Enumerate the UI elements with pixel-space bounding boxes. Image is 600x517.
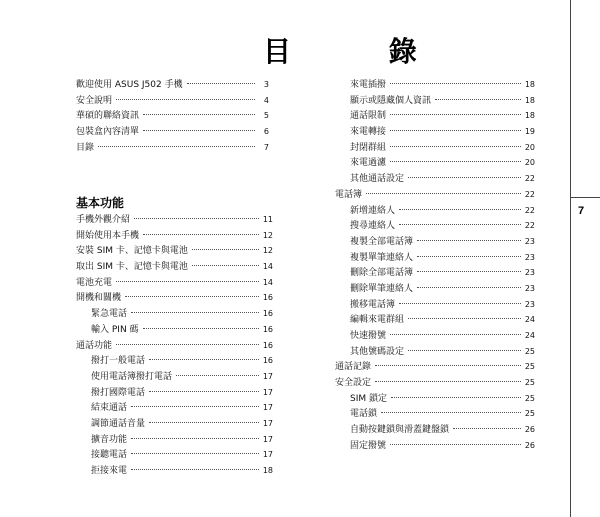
toc-entry-page-number: 16 <box>262 356 273 366</box>
dot-leader <box>131 312 259 313</box>
toc-entry-label: 快速撥號 <box>350 331 387 341</box>
toc-entry-page-number: 22 <box>524 189 535 199</box>
dot-leader <box>192 249 259 250</box>
toc-entry[interactable] <box>76 400 273 416</box>
toc-entry-page-number: 4 <box>263 95 269 105</box>
toc-entry-label: 自動按鍵鎖與滑蓋鍵盤鎖 <box>350 425 450 436</box>
toc-entry-page-number: 18 <box>262 466 273 475</box>
dot-leader <box>131 406 259 407</box>
toc-entry[interactable] <box>335 422 535 438</box>
side-tab-line <box>570 197 600 198</box>
dot-leader <box>366 193 521 194</box>
toc-entry[interactable] <box>76 228 273 244</box>
toc-entry-page-number: 16 <box>262 324 273 334</box>
dot-leader <box>435 99 521 100</box>
toc-entry[interactable] <box>335 344 535 360</box>
toc-entry[interactable] <box>76 385 273 401</box>
toc-entry-page-number: 26 <box>524 425 535 435</box>
toc-entry-page-number: 23 <box>524 268 535 278</box>
dot-leader <box>116 344 259 345</box>
toc-entry[interactable] <box>76 140 269 156</box>
toc-entry-page-number: 26 <box>524 440 535 450</box>
toc-entry[interactable] <box>335 375 535 391</box>
side-divider-line <box>570 0 571 517</box>
toc-entry-page-number: 17 <box>262 450 273 460</box>
toc-entry[interactable] <box>335 281 535 297</box>
toc-basic-functions <box>76 188 273 479</box>
dot-leader <box>375 365 521 366</box>
toc-entry-label: SIM 鎖定 <box>350 393 387 404</box>
toc-entry-page-number: 20 <box>524 158 535 168</box>
toc-entry-page-number: 6 <box>263 127 269 137</box>
toc-entry-label: 編輯來電群組 <box>350 315 405 326</box>
toc-entry[interactable] <box>335 391 535 407</box>
toc-entry-page-number: 22 <box>524 205 535 215</box>
toc-entry-page-number: 17 <box>262 418 273 428</box>
toc-entry-page-number: 17 <box>262 387 273 397</box>
toc-entry-page-number: 7 <box>263 142 269 152</box>
toc-entry[interactable] <box>76 243 273 259</box>
toc-entry-label: 取出 SIM 卡、記憶卡與電池 <box>76 262 188 273</box>
dot-leader <box>390 114 521 115</box>
toc-entry-label: 電池充電 <box>76 277 113 288</box>
dot-leader <box>131 438 259 439</box>
dot-leader <box>390 161 521 162</box>
toc-entry[interactable] <box>76 322 273 338</box>
dot-leader <box>390 444 521 445</box>
toc-entry-label: 緊急電話 <box>91 309 128 320</box>
toc-entry-page-number: 22 <box>524 174 535 184</box>
toc-entry[interactable] <box>335 187 535 203</box>
toc-entry-page-number: 5 <box>263 111 269 121</box>
dot-leader <box>134 218 259 219</box>
toc-entry[interactable] <box>335 203 535 219</box>
section-heading-basic-functions: 基本功能 <box>76 196 125 210</box>
toc-entry-label: 擴音功能 <box>91 434 128 445</box>
toc-entry-label: 結束通話 <box>91 403 128 414</box>
toc-entry-page-number: 16 <box>262 340 273 350</box>
toc-entry-label: 輸入 PIN 碼 <box>91 324 139 335</box>
toc-entry[interactable] <box>76 93 269 109</box>
dot-leader <box>149 422 259 423</box>
toc-entry-page-number: 12 <box>262 230 273 240</box>
toc-entry[interactable] <box>76 275 273 291</box>
toc-entry-page-number: 25 <box>524 362 535 372</box>
toc-entry-page-number: 18 <box>524 111 535 121</box>
toc-entry[interactable] <box>335 93 535 109</box>
dot-leader <box>390 334 521 335</box>
toc-entry-label: 華碩的聯絡資訊 <box>76 111 140 122</box>
dot-leader <box>187 83 255 84</box>
toc-entry[interactable] <box>335 359 535 375</box>
dot-leader <box>417 240 521 241</box>
toc-entry-page-number: 25 <box>524 409 535 419</box>
dot-leader <box>131 453 259 454</box>
toc-entry-label: 通話記錄 <box>335 362 372 373</box>
toc-entry-label: 其他通話設定 <box>350 174 405 185</box>
toc-entry-page-number: 22 <box>524 221 535 231</box>
toc-entry[interactable] <box>335 171 535 187</box>
toc-entry[interactable] <box>76 432 273 448</box>
toc-entry[interactable] <box>76 416 273 432</box>
toc-entry-label: 撥打國際電話 <box>91 387 146 398</box>
toc-entry[interactable] <box>335 77 535 93</box>
toc-entry[interactable] <box>335 108 535 124</box>
toc-entry-page-number: 14 <box>262 277 273 287</box>
dot-leader <box>399 209 521 210</box>
dot-leader <box>390 83 521 84</box>
toc-entry-label: 使用電話簿撥打電話 <box>91 371 173 382</box>
toc-basic-functions-list <box>76 212 273 479</box>
toc-entry[interactable] <box>76 77 269 93</box>
toc-entry-page-number: 23 <box>524 299 535 309</box>
toc-entry-page-number: 20 <box>524 142 535 152</box>
toc-entry-label: 通話限制 <box>350 111 387 122</box>
toc-entry-page-number: 17 <box>262 371 273 381</box>
toc-entry-label: 拒接來電 <box>91 466 128 476</box>
toc-entry-label: 來電轉接 <box>350 127 387 138</box>
dot-leader <box>381 412 521 413</box>
dot-leader <box>149 391 259 392</box>
toc-entry-page-number: 25 <box>524 346 535 356</box>
dot-leader <box>408 318 521 319</box>
page-number-tab: 7 <box>578 205 585 217</box>
toc-entry-label: 接聽電話 <box>91 450 128 461</box>
toc-entry-label: 來電過濾 <box>350 158 387 169</box>
toc-entry-label: 開機和關機 <box>76 293 122 304</box>
toc-entry-page-number: 12 <box>262 246 273 256</box>
toc-entry-page-number: 23 <box>524 236 535 246</box>
toc-entry-label: 新增連絡人 <box>350 205 396 216</box>
toc-entry-page-number: 19 <box>524 127 535 137</box>
toc-entry-label: 複製單筆連絡人 <box>350 252 414 263</box>
toc-entry-label: 手機外觀介紹 <box>76 215 131 225</box>
dot-leader <box>143 234 259 235</box>
toc-entry-label: 歡迎使用 ASUS J502 手機 <box>76 80 183 90</box>
toc-entry-page-number: 18 <box>524 95 535 105</box>
toc-entry[interactable] <box>76 212 273 228</box>
dot-leader <box>390 146 521 147</box>
toc-entry-label: 安全設定 <box>335 378 372 389</box>
dot-leader <box>149 359 259 360</box>
toc-right-column <box>335 77 535 454</box>
toc-entry[interactable] <box>335 155 535 171</box>
dot-leader <box>375 381 521 382</box>
toc-entry-label: 電話鎖 <box>350 409 378 420</box>
dot-leader <box>143 328 259 329</box>
dot-leader <box>116 99 255 100</box>
toc-entry-label: 撥打一般電話 <box>91 356 146 367</box>
toc-entry-label: 通話功能 <box>76 340 113 351</box>
toc-entry-label: 搬移電話簿 <box>350 299 396 310</box>
page-title: 目 錄 <box>263 35 461 68</box>
toc-entry-label: 包裝盒內容清單 <box>76 127 140 138</box>
toc-entry[interactable] <box>335 124 535 140</box>
dot-leader <box>417 256 521 257</box>
toc-entry-page-number: 14 <box>262 262 273 272</box>
toc-entry[interactable] <box>76 369 273 385</box>
dot-leader <box>417 271 521 272</box>
dot-leader <box>176 375 259 376</box>
dot-leader <box>390 130 521 131</box>
toc-entry[interactable] <box>335 234 535 250</box>
toc-entry[interactable] <box>76 353 273 369</box>
toc-entry-page-number: 16 <box>262 293 273 303</box>
toc-entry[interactable] <box>335 312 535 328</box>
toc-entry-page-number: 24 <box>524 315 535 325</box>
toc-entry[interactable] <box>76 338 273 354</box>
toc-entry-label: 安裝 SIM 卡、記憶卡與電池 <box>76 246 188 257</box>
dot-leader <box>98 146 255 147</box>
toc-entry[interactable] <box>76 259 273 275</box>
toc-entry[interactable] <box>335 328 535 344</box>
toc-entry-label: 搜尋連絡人 <box>350 221 396 232</box>
dot-leader <box>399 224 521 225</box>
toc-entry[interactable] <box>335 297 535 313</box>
toc-entry-page-number: 3 <box>263 80 269 89</box>
toc-entry-page-number: 25 <box>524 393 535 403</box>
toc-entry-label: 其他號碼設定 <box>350 346 405 357</box>
toc-entry[interactable] <box>76 108 269 124</box>
toc-entry[interactable] <box>76 306 273 322</box>
toc-entry-label: 安全說明 <box>76 95 113 106</box>
toc-entry[interactable] <box>335 218 535 234</box>
toc-entry[interactable] <box>76 124 269 140</box>
toc-entry[interactable] <box>335 250 535 266</box>
toc-entry[interactable] <box>335 406 535 422</box>
toc-entry-label: 來電插撥 <box>350 80 387 90</box>
dot-leader <box>192 265 259 266</box>
dot-leader <box>143 114 255 115</box>
toc-entry[interactable] <box>76 290 273 306</box>
toc-entry-page-number: 24 <box>524 331 535 340</box>
dot-leader <box>131 469 259 470</box>
toc-entry-page-number: 23 <box>524 283 535 293</box>
dot-leader <box>116 281 259 282</box>
dot-leader <box>143 130 255 131</box>
toc-entry-page-number: 25 <box>524 378 535 388</box>
toc-entry[interactable] <box>76 447 273 463</box>
dot-leader <box>125 296 259 297</box>
dot-leader <box>408 177 521 178</box>
toc-entry-label: 開始使用本手機 <box>76 230 140 241</box>
toc-entry[interactable] <box>335 438 535 454</box>
toc-entry-page-number: 11 <box>262 215 273 224</box>
toc-entry-page-number: 18 <box>524 80 535 89</box>
toc-entry-label: 目錄 <box>76 142 95 153</box>
toc-intro-list <box>76 77 269 155</box>
toc-entry-page-number: 17 <box>262 434 273 444</box>
toc-entry[interactable] <box>335 140 535 156</box>
dot-leader <box>391 397 521 398</box>
toc-entry-label: 電話簿 <box>335 189 363 200</box>
dot-leader <box>408 350 521 351</box>
dot-leader <box>453 428 521 429</box>
toc-entry[interactable] <box>335 265 535 281</box>
toc-entry[interactable] <box>76 463 273 479</box>
toc-entry-page-number: 16 <box>262 309 273 319</box>
toc-entry-label: 刪除全部電話簿 <box>350 268 414 279</box>
toc-entry-label: 封閉群組 <box>350 142 387 153</box>
toc-entry-label: 複製全部電話簿 <box>350 236 414 247</box>
dot-leader <box>417 287 521 288</box>
dot-leader <box>399 303 521 304</box>
toc-entry-label: 固定撥號 <box>350 440 387 451</box>
toc-entry-page-number: 17 <box>262 403 273 413</box>
toc-entry-label: 調節通話音量 <box>91 418 146 429</box>
toc-entry-label: 顯示或隱藏個人資訊 <box>350 95 432 106</box>
toc-entry-page-number: 23 <box>524 252 535 262</box>
toc-entry-label: 刪除單筆連絡人 <box>350 283 414 294</box>
